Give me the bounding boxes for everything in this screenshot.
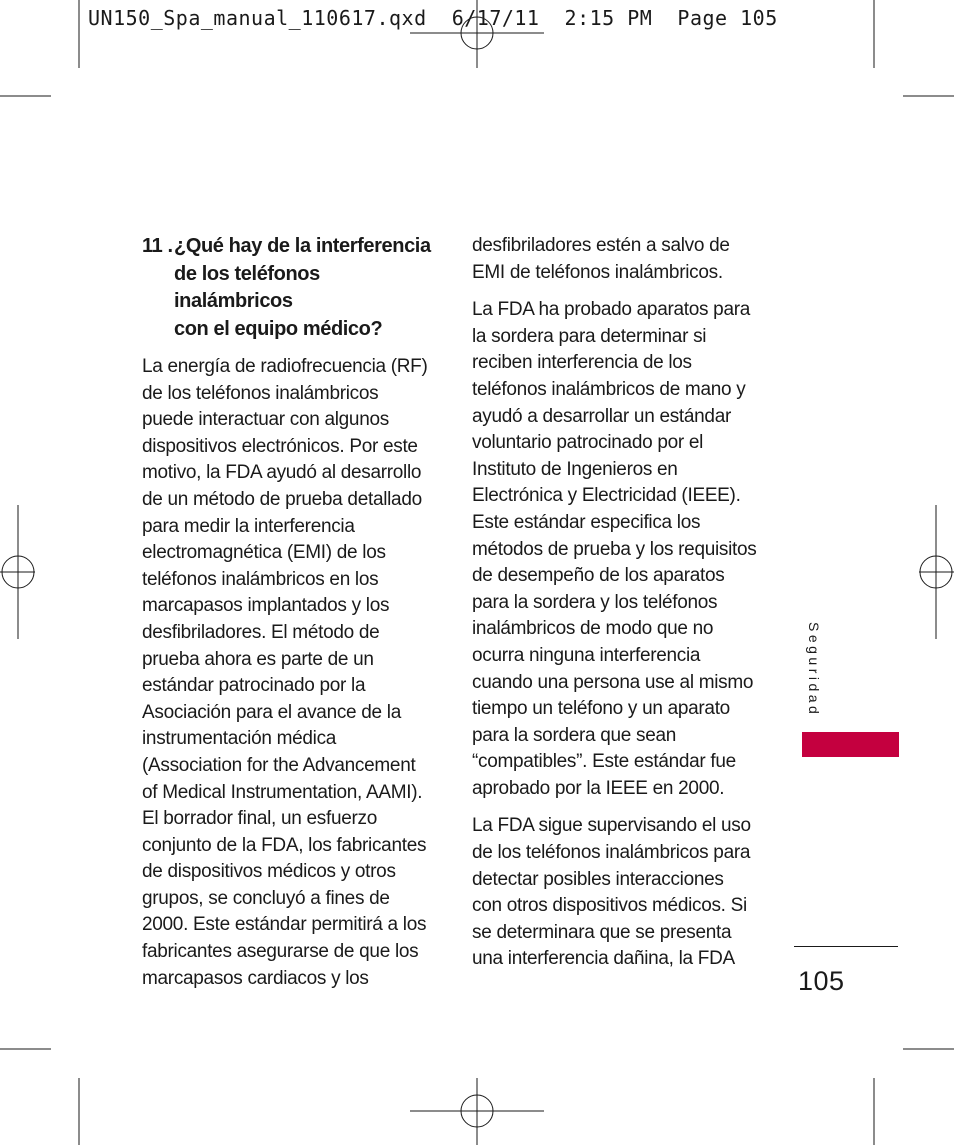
question-heading bbox=[142, 233, 442, 343]
section-label: Seguridad bbox=[806, 622, 822, 718]
question-title: ¿Qué hay de la interferencia de los teléfonos inalámbricos con el equipo médico? bbox=[174, 235, 431, 340]
section-accent-bar bbox=[802, 732, 899, 757]
left-column bbox=[142, 233, 442, 1003]
body-paragraph: La FDA sigue supervisando el uso de los teléfonos inalámbricos para detectar posibles interacciones con otros dispositivos médicos. Si se determinara que se presenta una interferencia dañina, la FDA bbox=[472, 815, 751, 970]
registration-mark-icon bbox=[410, 1078, 544, 1145]
body-paragraph: La FDA ha probado aparatos para la sordera para determinar si reciben interferencia de los teléfonos inalámbricos de mano y ayudó a desarrollar un estándar voluntario patrocinado por el Instituto de Ingenieros en Electrónica y Electricidad (IEEE). Este estándar especifica los métodos de prueba y los requisitos de desempeño de los aparatos para la sordera y los teléfonos inalámbricos de modo que no ocurra ninguna interferencia cuando una persona use al mismo tiempo un teléfono y un aparato para la sordera que sean “compatibles”. Este estándar fue aprobado por la IEEE en 2000. bbox=[472, 299, 757, 799]
body-paragraph: La energía de radiofrecuencia (RF) de los teléfonos inalámbricos puede interactuar con algunos dispositivos electrónicos. Por este motivo, la FDA ayudó al desarrollo de un método de prueba detallado para medir la interferencia electromagnética (EMI) de los teléfonos inalámbricos en los marcapasos implantados y los desfibriladores. El método de prueba ahora es parte de un estándar patrocinado por la Asociación para el avance de la instrumentación médica (Association for the Advancement of Medical Instrumentation, AAMI). El borrador final, un esfuerzo conjunto de la FDA, los fabricantes de dispositivos médicos y otros grupos, se concluyó a fines de 2000. Este estándar permitirá a los fabricantes asegurarse de que los marcapasos cardiacos y los bbox=[142, 356, 428, 989]
question-number: 11 . bbox=[142, 235, 173, 257]
footer-rule bbox=[794, 946, 898, 947]
right-column bbox=[472, 233, 772, 984]
page-number: 105 bbox=[798, 966, 845, 996]
registration-mark-icon bbox=[0, 505, 35, 639]
print-slug: UN150_Spa_manual_110617.qxd 6/17/11 2:15 PM Page 105 bbox=[88, 6, 778, 30]
registration-mark-icon bbox=[919, 505, 954, 639]
body-paragraph: desfibriladores estén a salvo de EMI de teléfonos inalámbricos. bbox=[472, 235, 730, 283]
